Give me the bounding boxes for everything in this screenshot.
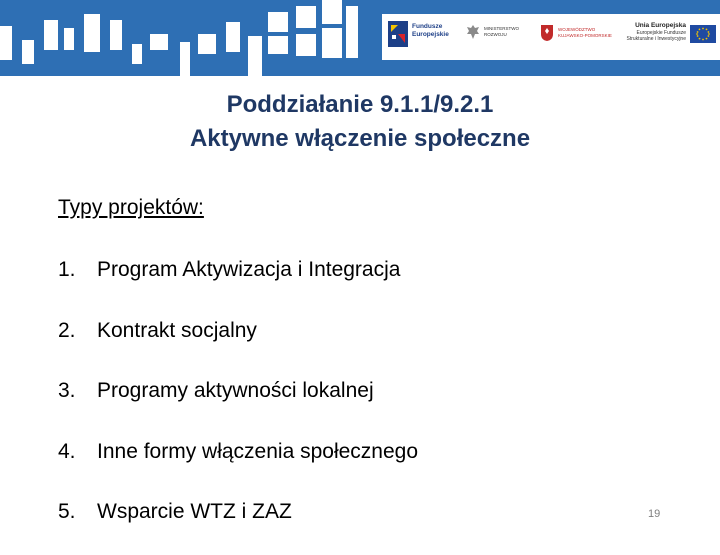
decorative-square	[248, 36, 262, 76]
ministerstwo-line2: ROZWOJU	[484, 32, 507, 37]
decorative-square	[268, 12, 288, 32]
decorative-square	[322, 0, 342, 24]
list-item-number: 5.	[58, 500, 76, 523]
slide-title-line2: Aktywne włączenie społeczne	[189, 125, 531, 152]
wojewodztwo-line2: KUJAWSKO-POMORSKIE	[558, 33, 612, 38]
list-item-text: Program Aktywizacja i Integracja	[97, 258, 401, 281]
list-item-number: 4.	[58, 439, 76, 463]
ministerstwo-logo-text	[484, 26, 530, 38]
list-item-number: 3.	[58, 379, 76, 402]
eu-flag-icon	[690, 25, 716, 43]
decorative-square	[150, 34, 168, 50]
ue-logo-text	[620, 22, 686, 42]
list-item	[58, 434, 418, 495]
decorative-square	[322, 28, 342, 58]
decorative-square	[44, 20, 58, 50]
list-item-number: 1.	[58, 258, 76, 281]
list-item-text: Inne formy włączenia społecznego	[97, 439, 419, 463]
ministerstwo-line1: MINISTERSTWO	[484, 26, 519, 31]
list-item	[58, 494, 418, 555]
fe-logo-line2: Europejskie	[412, 31, 449, 38]
ue-logo-line2: Strukturalne i Inwestycyjne	[626, 36, 686, 42]
ue-logo-line1: Europejskie Fundusze	[636, 30, 686, 36]
list-item	[58, 252, 418, 313]
section-subtitle: Typy projektów:	[58, 196, 204, 219]
decorative-square	[226, 22, 240, 52]
decorative-square	[0, 26, 12, 60]
wojewodztwo-line1: WOJEWÓDZTWO	[558, 27, 596, 32]
page-number: 19	[648, 508, 661, 520]
fe-mark-icon	[388, 21, 408, 47]
list-item	[58, 313, 418, 374]
decorative-square	[346, 6, 358, 58]
decorative-square	[296, 34, 316, 56]
list-item-text: Programy aktywności lokalnej	[97, 379, 374, 402]
decorative-square	[180, 42, 190, 76]
decorative-square	[296, 6, 316, 28]
decorative-square	[268, 36, 288, 54]
fe-logo-text	[412, 23, 470, 39]
coat-of-arms-icon	[540, 24, 554, 42]
ue-logo-title: Unia Europejska	[635, 22, 686, 29]
decorative-square	[64, 28, 74, 50]
header-banner	[0, 0, 720, 76]
list-item	[58, 373, 418, 434]
slide-title	[0, 88, 720, 156]
fe-logo-line1: Fundusze	[412, 23, 443, 30]
decorative-square	[198, 34, 216, 54]
list-item-text: Wsparcie WTZ i ZAZ	[97, 500, 292, 523]
eagle-emblem-icon	[466, 24, 480, 40]
wojewodztwo-logo-text	[558, 27, 628, 39]
slide-title-line1: Poddziałanie 9.1.1/9.2.1	[226, 91, 494, 118]
decorative-square	[84, 14, 100, 52]
decorative-square	[110, 20, 122, 50]
logos-strip	[382, 14, 720, 60]
list-item-text: Kontrakt socjalny	[97, 318, 257, 342]
decorative-square	[22, 40, 34, 64]
list-item-number: 2.	[58, 318, 76, 342]
decorative-square	[132, 44, 142, 64]
project-types-list	[58, 252, 418, 555]
